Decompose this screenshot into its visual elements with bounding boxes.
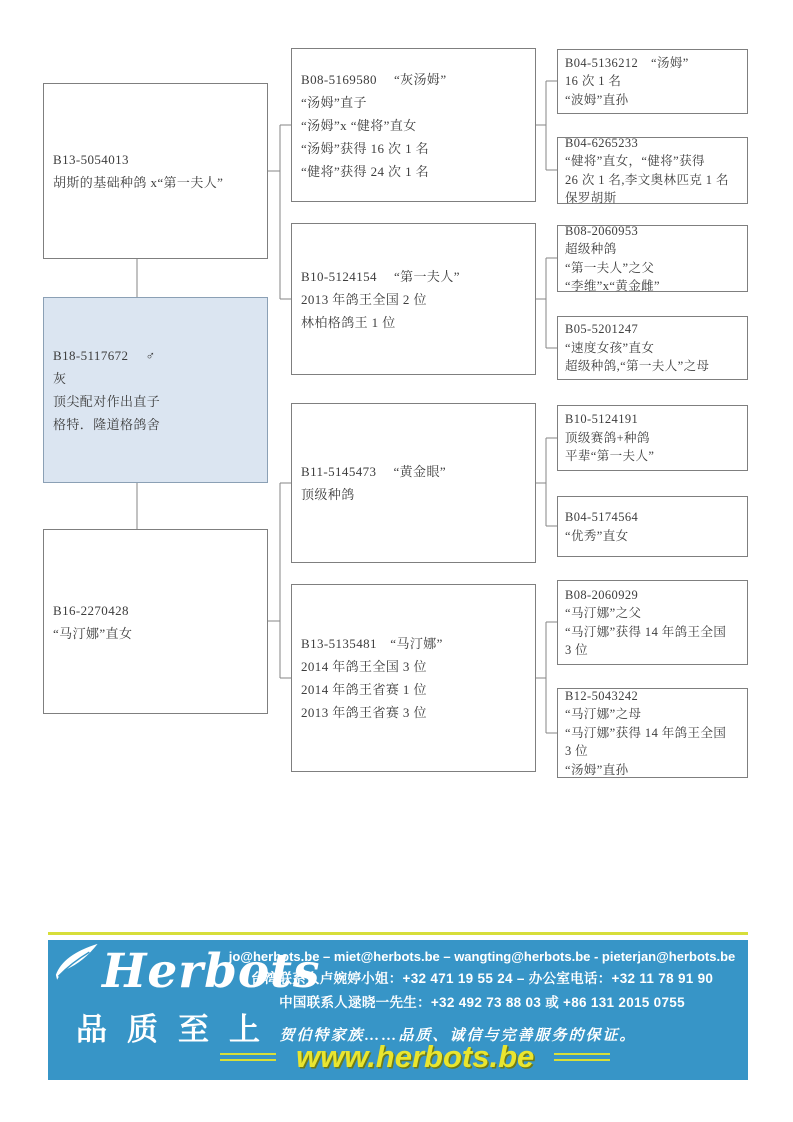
pedigree-box-g4-8: B12-5043242 “马汀娜”之母 “马汀娜”获得 14 年鸽王全国 3 位 “汤姆”直孙 xyxy=(557,688,748,778)
pedigree-box-dam-dam: B13-5135481 “马汀娜” 2014 年鸽王全国 3 位 2014 年鸽王省赛 1 位 2013 年鸽王省赛 3 位 xyxy=(291,584,536,772)
herbots-banner xyxy=(48,940,748,1080)
pedigree-box-sire: B13-5054013 胡斯的基础种鸽 x“第一夫人” xyxy=(43,83,268,259)
decor-double-line-right xyxy=(554,1053,610,1061)
pedigree-box-g4-4: B05-5201247 “速度女孩”直女 超级种鸽,“第一夫人”之母 xyxy=(557,316,748,380)
pedigree-box-dam-sire: B11-5145473 “黄金眼” 顶级种鸽 xyxy=(291,403,536,563)
pedigree-box-g4-6: B04-5174564 “优秀”直女 xyxy=(557,496,748,557)
herbots-logo-text: Herbots xyxy=(102,944,321,999)
pedigree-box-g4-7: B08-2060929 “马汀娜”之父 “马汀娜”获得 14 年鸽王全国 3 位 xyxy=(557,580,748,665)
pedigree-box-g4-2: B04-6265233 “健将”直女，“健将”获得 26 次 1 名,李文奥林匹克 1 名 保罗胡斯 xyxy=(557,137,748,204)
website-url: www.herbots.be xyxy=(296,1039,535,1074)
decor-double-line-left xyxy=(220,1053,276,1061)
family-slogan: 贺伯特家族……品质、诚信与完善服务的保证。 xyxy=(279,1028,637,1044)
website-row xyxy=(220,1040,610,1074)
contact-block xyxy=(216,946,748,1015)
pedigree-box-g4-3: B08-2060953 超级种鸽 “第一夫人”之父 “李维”x“黄金雌” xyxy=(557,225,748,292)
footer-accent-line xyxy=(48,932,748,935)
logo-tagline: 品质至上 xyxy=(76,1012,280,1047)
contact-emails: jo@herbots.be – miet@herbots.be – wangting@herbots.be - pieterjan@herbots.be xyxy=(228,949,736,964)
contact-taiwan: 台湾联系人卢婉婷小姐：+32 471 19 55 24 – 办公室电话：+32 11 78 91 90 xyxy=(250,971,714,986)
pedigree-box-sire-dam: B10-5124154 “第一夫人” 2013 年鸽王全国 2 位 林柏格鸽王 1 位 xyxy=(291,223,536,375)
pedigree-box-g4-1: B04-5136212 “汤姆” 16 次 1 名 “波姆”直孙 xyxy=(557,49,748,114)
pedigree-box-subject: B18-5117672 ♂ 灰 顶尖配对作出直子 格特．隆道格鸽舍 xyxy=(43,297,268,483)
pedigree-box-sire-sire: B08-5169580 “灰汤姆” “汤姆”直子 “汤姆”x “健将”直女 “汤姆”获得 16 次 1 名 “健将”获得 24 次 1 名 xyxy=(291,48,536,202)
contact-china: 中国联系人逯晓一先生：+32 492 73 88 03 或 +86 131 2015 0755 xyxy=(279,995,685,1010)
pedigree-box-dam: B16-2270428 “马汀娜”直女 xyxy=(43,529,268,714)
pedigree-box-g4-5: B10-5124191 顶级赛鸽+种鸽 平辈“第一夫人” xyxy=(557,405,748,471)
feather-icon xyxy=(49,941,108,988)
